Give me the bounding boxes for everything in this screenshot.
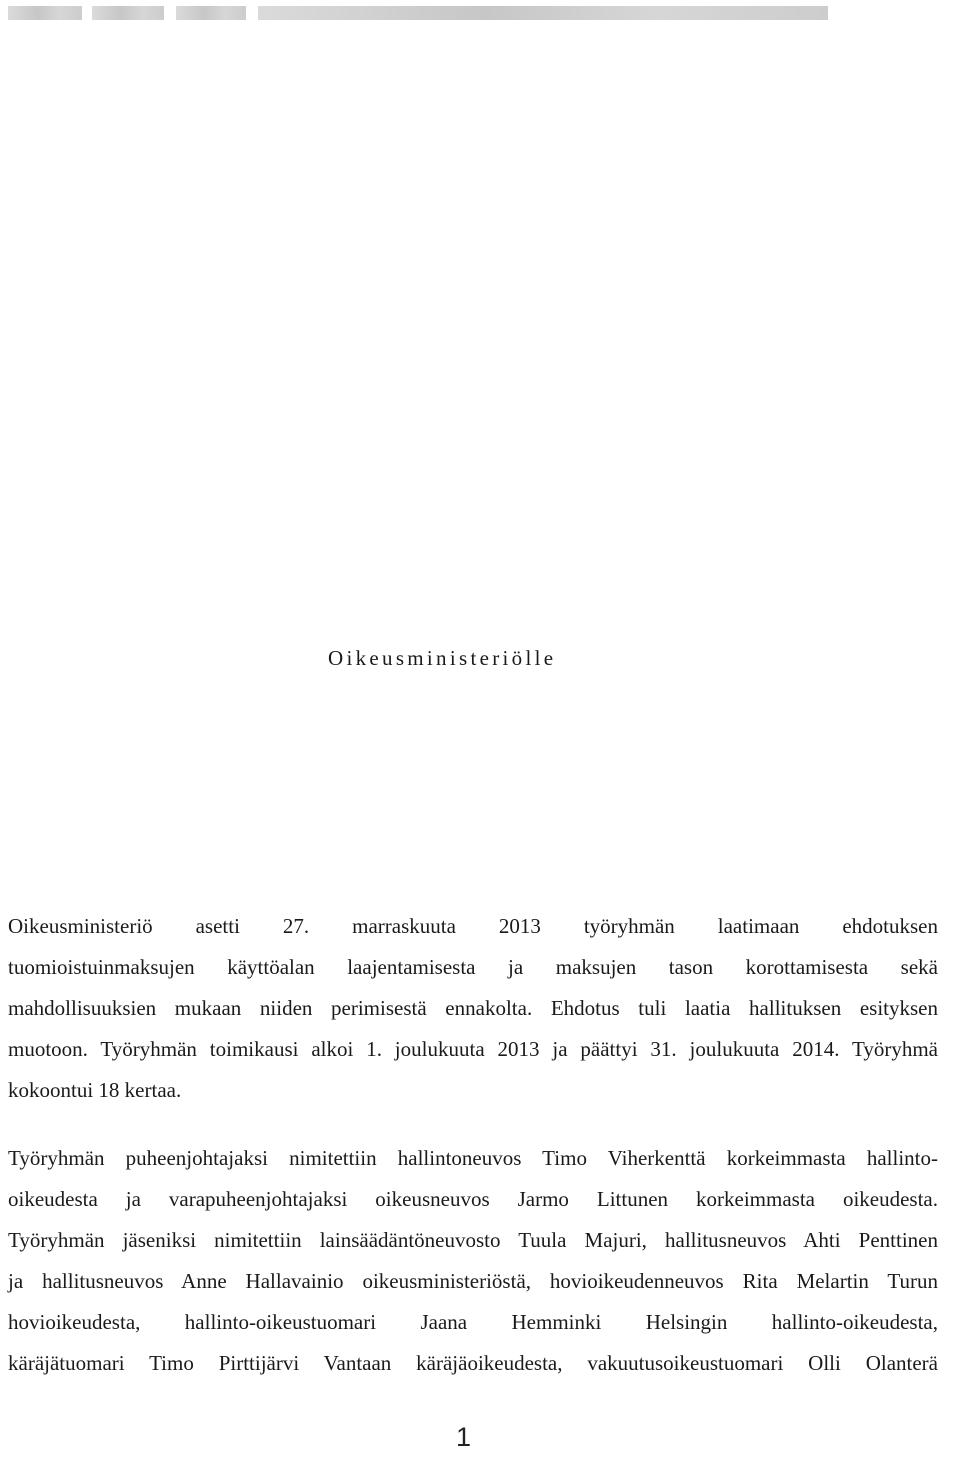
scan-artifact-block [8, 6, 82, 20]
paragraph-working-group-appointment [8, 906, 938, 1111]
paragraph-working-group-members [8, 1138, 938, 1384]
page-number: 1 [456, 1422, 472, 1452]
scan-artifact-block [92, 6, 164, 20]
paragraph-line: oikeudesta ja varapuheenjohtajaksi oikeusneuvos Jarmo Littunen korkeimmasta oikeudesta. [8, 1187, 938, 1211]
paragraph-line: käräjätuomari Timo Pirttijärvi Vantaan käräjäoikeudesta, vakuutusoikeustuomari Olli Olanterä [8, 1351, 938, 1375]
scan-artifact-block [176, 6, 246, 20]
paragraph-line: muotoon. Työryhmän toimikausi alkoi 1. joulukuuta 2013 ja päättyi 31. joulukuuta 2014. Työryhmä [8, 1037, 938, 1061]
paragraph-line: ja hallitusneuvos Anne Hallavainio oikeusministeriöstä, hovioikeudenneuvos Rita Melartin Turun [8, 1269, 938, 1293]
paragraph-line: mahdollisuuksien mukaan niiden perimisestä ennakolta. Ehdotus tuli laatia hallituksen esityksen [8, 996, 938, 1020]
paragraph-line: hovioikeudesta, hallinto-oikeustuomari Jaana Hemminki Helsingin hallinto-oikeudesta, [8, 1310, 938, 1334]
paragraph-line: Oikeusministeriö asetti 27. marraskuuta 2013 työryhmän laatimaan ehdotuksen [8, 914, 938, 938]
paragraph-line: tuomioistuinmaksujen käyttöalan laajentamisesta ja maksujen tason korottamisesta sekä [8, 955, 938, 979]
document-heading: Oikeusministeriölle [328, 646, 557, 670]
paragraph-line: Työryhmän puheenjohtajaksi nimitettiin hallintoneuvos Timo Viherkenttä korkeimmasta hallinto- [8, 1146, 938, 1170]
scan-artifact-block [258, 6, 828, 20]
scan-artifact-strip [0, 6, 960, 20]
paragraph-line: kokoontui 18 kertaa. [8, 1078, 182, 1102]
paragraph-line: Työryhmän jäseniksi nimitettiin lainsäädäntöneuvosto Tuula Majuri, hallitusneuvos Ahti Penttinen [8, 1228, 938, 1252]
